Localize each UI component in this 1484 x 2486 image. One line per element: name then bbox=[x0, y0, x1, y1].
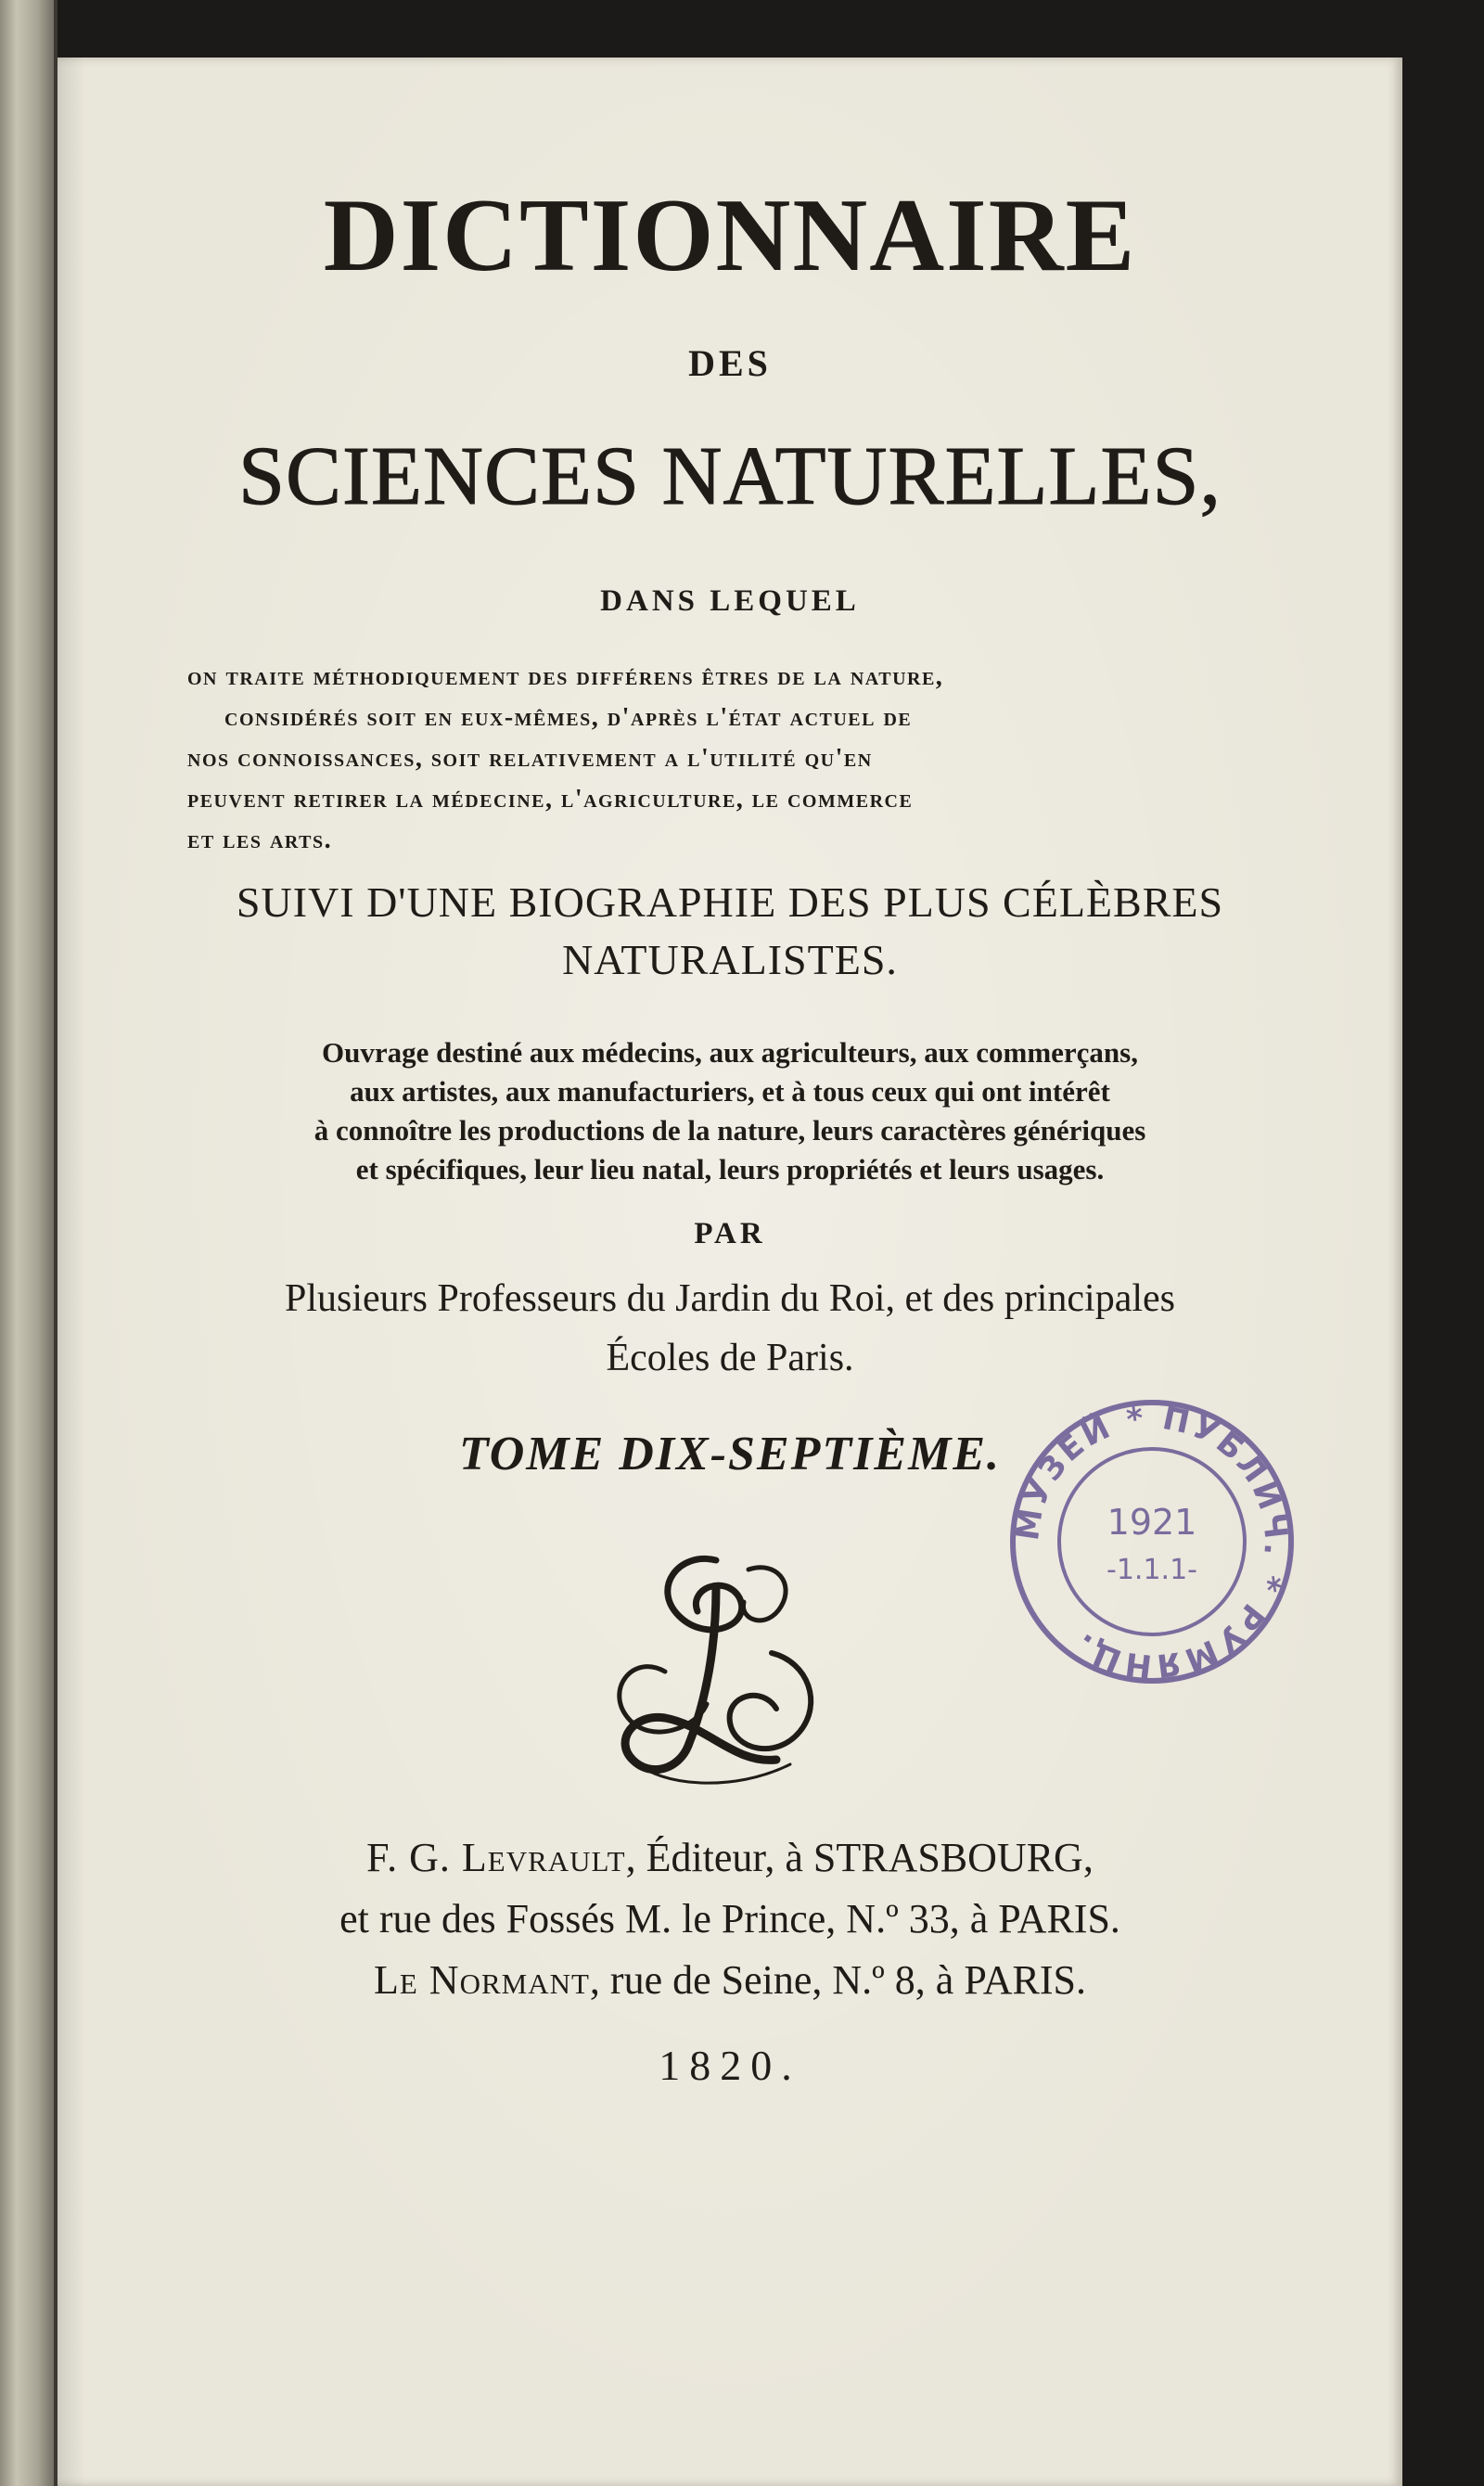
stamp-ring-text: МУЗЕЙ * ПУБЛИЧ. * РУМЯНЦ. bbox=[1008, 1399, 1295, 1685]
biography-subtitle bbox=[178, 874, 1282, 989]
library-stamp bbox=[994, 1384, 1310, 1699]
description-line: peuvent retirer la médecine, l'agriculture, le commerce bbox=[187, 785, 914, 814]
by-label: PAR bbox=[694, 1217, 766, 1250]
printer-monogram-ornament bbox=[577, 1532, 855, 1811]
imprint-line-3-rest: , rue de Seine, N.º 8, à PARIS. bbox=[589, 1957, 1087, 2003]
authors-statement bbox=[169, 1269, 1291, 1388]
authors-line: Écoles de Paris. bbox=[606, 1337, 854, 1379]
description-line: nos connoissances, soit relativement a l'utilité qu'en bbox=[187, 744, 873, 773]
title-dictionnaire: DICTIONNAIRE bbox=[323, 178, 1137, 293]
title-sciences-naturelles: SCIENCES NATURELLES, bbox=[237, 430, 1222, 522]
publisher-imprint bbox=[206, 1827, 1254, 2011]
description-line: on traite méthodiquement des différens êtres de la nature, bbox=[187, 662, 944, 691]
publication-year: 1820. bbox=[659, 2042, 801, 2089]
facing-page-edge bbox=[0, 0, 56, 2486]
imprint-publisher-levrault: F. G. Levrault bbox=[366, 1835, 626, 1880]
biography-line: NATURALISTES. bbox=[562, 936, 898, 983]
imprint-line-1 bbox=[206, 1827, 1254, 1889]
description-paragraph bbox=[187, 657, 1263, 861]
biography-line: SUIVI D'UNE BIOGRAPHIE DES PLUS CÉLÈBRES bbox=[236, 878, 1224, 926]
title-des: DES bbox=[688, 342, 772, 384]
audience-paragraph bbox=[187, 1033, 1273, 1189]
subtitle-dans-lequel: DANS LEQUEL bbox=[600, 584, 860, 618]
audience-line: aux artistes, aux manufacturiers, et à tous ceux qui ont intérêt bbox=[350, 1075, 1110, 1108]
imprint-line-3 bbox=[206, 1950, 1254, 2011]
imprint-line-1-rest: , Éditeur, à STRASBOURG, bbox=[625, 1835, 1094, 1880]
description-line: et les arts. bbox=[187, 826, 333, 854]
audience-line: Ouvrage destiné aux médecins, aux agriculteurs, aux commerçans, bbox=[322, 1036, 1138, 1069]
stamp-center-code: -1.1.1- bbox=[1107, 1554, 1197, 1586]
audience-line: à connoître les productions de la nature, leurs caractères génériques bbox=[313, 1114, 1146, 1147]
imprint-publisher-normant: Le Normant bbox=[373, 1957, 590, 2003]
audience-line: et spécifiques, leur lieu natal, leurs propriétés et leurs usages. bbox=[355, 1153, 1105, 1185]
title-page bbox=[58, 58, 1402, 2486]
authors-line: Plusieurs Professeurs du Jardin du Roi, et des principales bbox=[284, 1277, 1176, 1320]
volume-label: TOME DIX-SEPTIÈME. bbox=[458, 1428, 1002, 1480]
description-line: considérés soit en eux-mêmes, d'après l'état actuel de bbox=[224, 703, 913, 732]
imprint-line-2: et rue des Fossés M. le Prince, N.º 33, à PARIS. bbox=[339, 1896, 1120, 1941]
stamp-center-year: 1921 bbox=[1107, 1502, 1197, 1543]
